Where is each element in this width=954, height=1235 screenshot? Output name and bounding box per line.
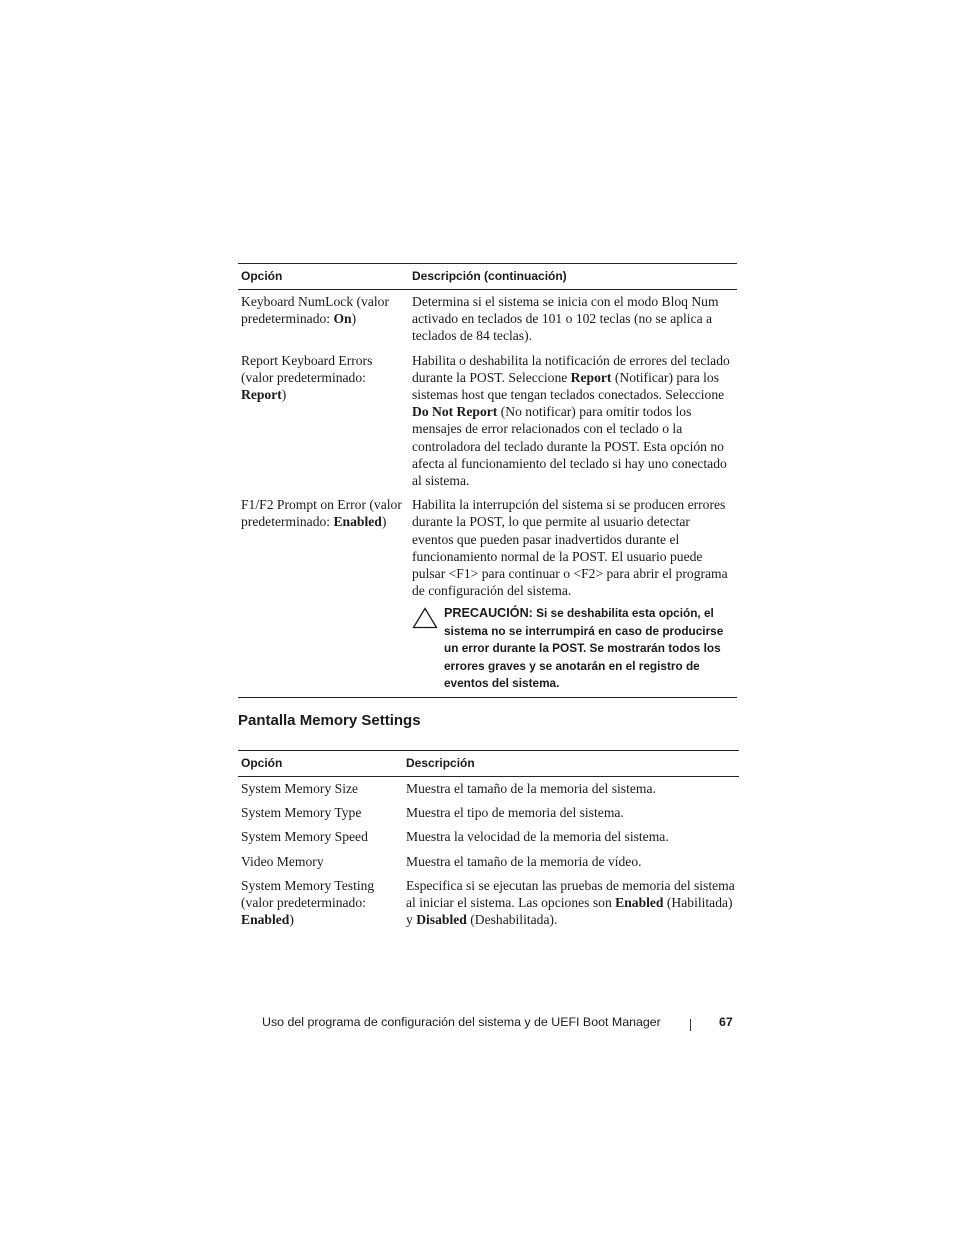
caution-note (412, 605, 734, 692)
description-text: Habilita la interrupción del sistema si se producen errores durante la POST, lo que permite al usuario detectar eventos que pueden pasar inadvertidos durante el funcionamiento normal de la POST. El usuario puede pulsar <F1> para continuar o <F2> para abrir el programa de configuración del sistema. (412, 497, 728, 599)
caution-label: PRECAUCIÓN: (444, 606, 533, 621)
column-header-description: Descripción (continuación) (409, 264, 737, 290)
page-footer: Uso del programa de configuración del sistema y de UEFI Boot Manager (262, 1015, 661, 1029)
option-cell: F1/F2 Prompt on Error (valor predeterminado: Enabled) (238, 496, 409, 698)
section-heading: Pantalla Memory Settings (238, 712, 421, 729)
column-header-description: Descripción (403, 751, 739, 777)
table-row (238, 496, 737, 698)
table-row (238, 352, 737, 497)
option-cell: System Memory Size (241, 781, 359, 796)
table-row (238, 804, 739, 828)
description-cell: Muestra el tamaño de la memoria de vídeo. (406, 853, 642, 869)
table-row (238, 828, 739, 852)
option-cell: Keyboard NumLock (valor predeterminado: On) (241, 294, 389, 327)
table-row (238, 777, 739, 805)
option-cell: System Memory Testing (valor predeterminado: Enabled) (241, 877, 375, 928)
options-table-continued (238, 263, 737, 698)
caution-text: PRECAUCIÓN: Si se deshabilita esta opción, el sistema no se interrumpirá en caso de producirse un error durante la POST. Se mostrarán todos los errores graves y se anotarán en el registro de eventos del sistema. (444, 606, 724, 691)
option-cell: Video Memory (241, 853, 324, 869)
description-cell: Muestra la velocidad de la memoria del sistema. (406, 829, 669, 845)
table-header (238, 751, 739, 777)
description-cell: Determina si el sistema se inicia con el modo Bloq Num activado en teclados de 101 o 102 teclas (no se aplica a teclados de 84 teclas). (412, 294, 719, 344)
description-cell: Habilita o deshabilita la notificación de errores del teclado durante la POST. Seleccione Report (Notificar) para los sistemas host que tengan teclados conectados. Seleccione Do Not Report (No notificar) para omitir todos los mensajes de error relacionados con el teclado o la controladora del teclado durante la POST. Esta opción no afecta al funcionamiento del teclado si hay uno conectado al sistema. (412, 352, 730, 489)
table-header (238, 264, 737, 290)
table-row (238, 853, 739, 877)
page-number: 67 (719, 1015, 733, 1029)
option-cell: System Memory Type (241, 805, 362, 821)
description-cell (409, 496, 737, 698)
table-row (238, 290, 737, 352)
description-cell: Especifica si se ejecutan las pruebas de memoria del sistema al iniciar el sistema. Las opciones son Enabled (Habilitada) y Disabled (Deshabilitada). (406, 877, 735, 928)
description-cell: Muestra el tipo de memoria del sistema. (406, 805, 624, 821)
memory-settings-table (238, 750, 739, 935)
option-cell: Report Keyboard Errors (valor predeterminado: Report) (241, 352, 373, 403)
option-cell: System Memory Speed (241, 829, 368, 845)
table-row (238, 877, 739, 936)
caution-triangle-icon (412, 605, 444, 692)
footer-divider (690, 1019, 691, 1031)
column-header-option: Opción (238, 751, 403, 777)
column-header-option: Opción (238, 264, 409, 290)
description-cell: Muestra el tamaño de la memoria del sistema. (406, 781, 656, 796)
